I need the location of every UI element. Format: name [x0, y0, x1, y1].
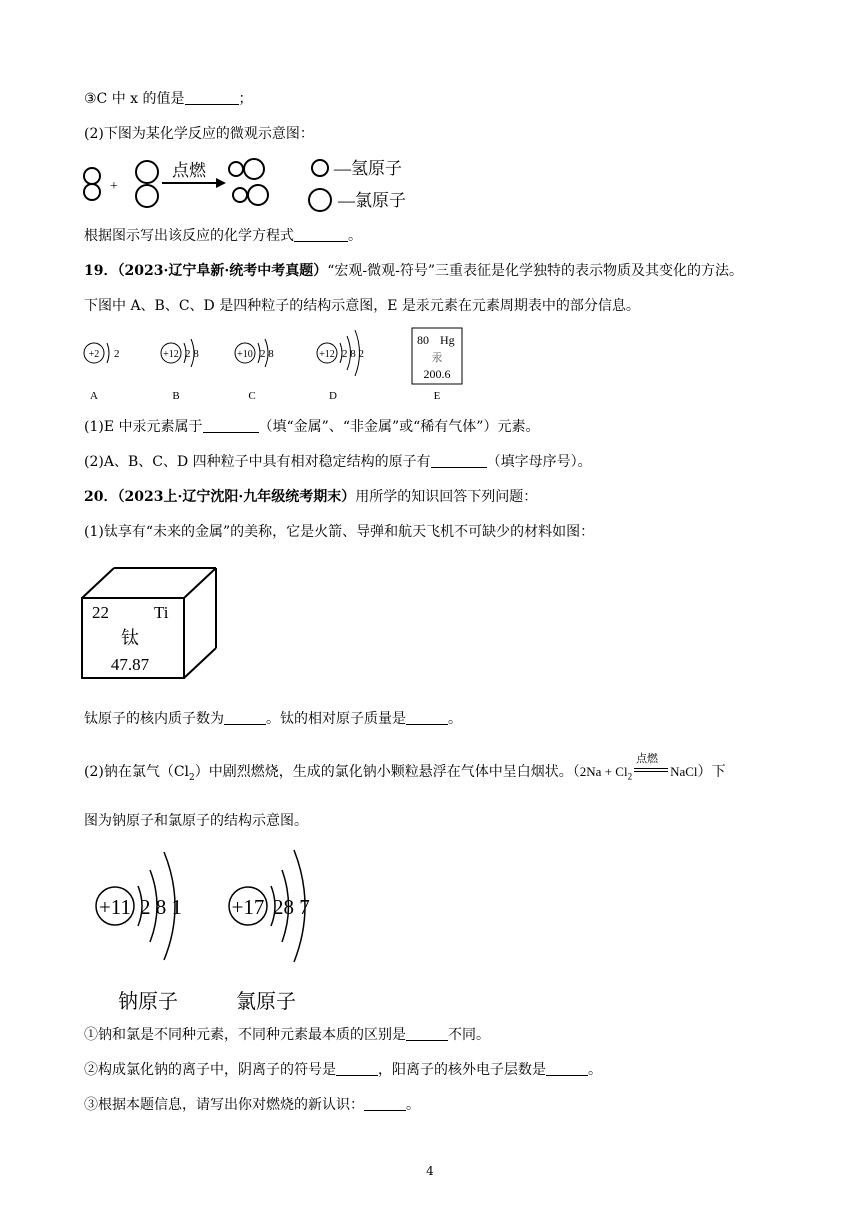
- q20-part2-line2: 图为钠原子和氯原子的结构示意图。: [84, 813, 308, 829]
- page-number: 4: [426, 1164, 434, 1178]
- particle-b: [161, 339, 199, 402]
- svg-text:2: 2: [114, 348, 120, 360]
- reaction-condition: 点燃: [172, 161, 206, 180]
- answer-blank[interactable]: [406, 1026, 448, 1041]
- q20-sub2: ②构成氯化钠的离子中，阴离子的符号是 ，阳离子的核外电子层数是 。: [84, 1062, 602, 1078]
- answer-blank[interactable]: [294, 227, 348, 242]
- svg-text:80: 80: [417, 333, 429, 347]
- q18-equation-question: 根据图示写出该反应的化学方程式 。: [84, 228, 362, 244]
- particle-d: [317, 330, 364, 402]
- svg-text:+12: +12: [319, 349, 335, 360]
- svg-text:A: A: [90, 390, 98, 402]
- answer-blank[interactable]: [203, 418, 259, 433]
- svg-text:D: D: [329, 390, 337, 402]
- svg-text:B: B: [172, 390, 180, 402]
- answer-blank[interactable]: [406, 710, 448, 725]
- svg-text:钠原子: 钠原子: [118, 991, 178, 1013]
- q20-part2: (2)钠在氯气$(Cl_2)$中剧烈燃烧，生成的氯化钠小颗粒悬浮在气体中呈白烟状。（$2Na + Cl_2$ 点燃 NaCl）下: [84, 763, 726, 787]
- svg-text:氯原子: 氯原子: [236, 991, 296, 1013]
- particle-a: [84, 343, 120, 402]
- svg-text:+10: +10: [237, 349, 253, 360]
- q20-intro: 20．（2023上·辽宁沈阳·九年级统考期末）用所学的知识回答下列问题：: [84, 489, 538, 505]
- answer-blank[interactable]: [224, 710, 266, 725]
- chlorine-atom: [229, 850, 310, 1013]
- svg-text:2 8 1: 2 8 1: [140, 895, 182, 919]
- svg-text:200.6: 200.6: [423, 367, 451, 381]
- reaction-equation: $2Na + Cl_2$ 点燃 NaCl: [579, 753, 698, 782]
- q20-part1: (1)钛享有“未来的金属”的美称，它是火箭、导弹和航天飞机不可缺少的材料如图：: [84, 524, 595, 540]
- svg-text:+: +: [110, 179, 118, 194]
- sodium-atom: [96, 852, 182, 1013]
- legend-hydrogen: —氢原子: [334, 159, 402, 178]
- q20-sub1: ①钠和氯是不同种元素，不同种元素最本质的区别是 不同。: [84, 1027, 490, 1043]
- q19-intro2: 下图中 A、B、C、D 是四种粒子的结构示意图，E 是汞元素在元素周期表中的部分信息。: [84, 298, 640, 314]
- q19-question1: (1)E 中汞元素属于 （填“金属”、“非金属”或“稀有气体”）元素。: [84, 419, 540, 435]
- q18-item3: ③C 中 x 的值是 ；: [84, 91, 253, 107]
- answer-blank[interactable]: [431, 453, 487, 468]
- svg-text:+12: +12: [163, 349, 179, 360]
- element-box-mercury: [412, 328, 462, 402]
- na-cl-structure-diagrams: [90, 838, 350, 1018]
- svg-text:钛: 钛: [121, 628, 139, 648]
- svg-text:47.87: 47.87: [110, 655, 150, 674]
- titanium-element-cube: [80, 566, 220, 682]
- svg-text:Ti: Ti: [154, 603, 169, 622]
- q20-sub3: ③根据本题信息，请写出你对燃烧的新认识： 。: [84, 1097, 420, 1113]
- answer-blank[interactable]: [336, 1061, 378, 1076]
- svg-text:2 8 2: 2 8 2: [342, 348, 364, 360]
- svg-text:2 8: 2 8: [185, 348, 199, 360]
- svg-text:+11: +11: [98, 895, 132, 919]
- svg-text:+17: +17: [231, 895, 265, 919]
- q19-intro: 19．（2023·辽宁阜新·统考中考真题）“宏观-微观-符号”三重表征是化学独特的表示物质及其变化的方法。: [84, 263, 743, 279]
- svg-text:Hg: Hg: [440, 333, 455, 347]
- answer-blank[interactable]: [185, 90, 239, 105]
- svg-text:E: E: [433, 390, 441, 402]
- particle-c: [235, 339, 274, 402]
- svg-text:+2: +2: [88, 349, 100, 360]
- svg-text:22: 22: [92, 603, 109, 622]
- answer-blank[interactable]: [546, 1061, 588, 1076]
- particle-structure-diagrams: [76, 322, 476, 404]
- q18-part2: (2)下图为某化学反应的微观示意图：: [84, 126, 314, 142]
- svg-text:28 7: 28 7: [273, 895, 310, 919]
- legend-chlorine: —氯原子: [338, 191, 406, 210]
- reaction-diagram: [76, 152, 456, 218]
- svg-text:C: C: [248, 390, 256, 402]
- q20-titanium-question: 钛原子的核内质子数为 。钛的相对原子质量是 。: [84, 711, 462, 727]
- answer-blank[interactable]: [364, 1096, 406, 1111]
- svg-text:汞: 汞: [431, 352, 443, 364]
- svg-text:2 8: 2 8: [260, 348, 274, 360]
- q19-question2: (2)A、B、C、D 四种粒子中具有相对稳定结构的原子有 （填字母序号）。: [84, 454, 592, 470]
